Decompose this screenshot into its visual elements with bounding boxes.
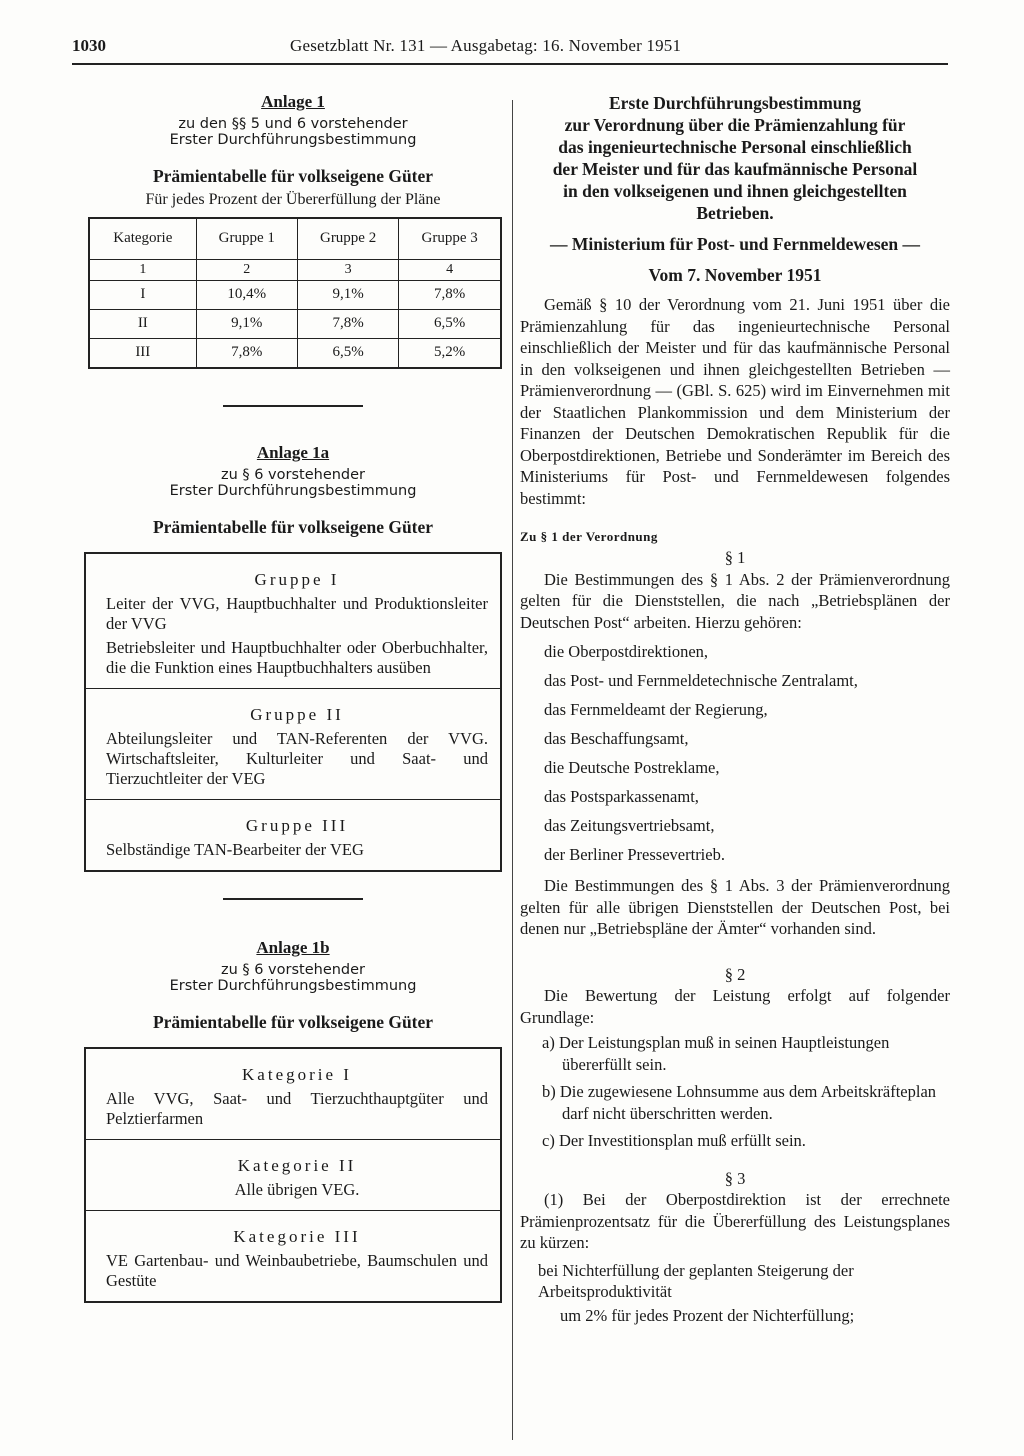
table-header-cell: Gruppe 1 bbox=[196, 218, 297, 260]
group-section bbox=[86, 554, 500, 689]
table-cell: 9,1% bbox=[196, 309, 297, 338]
table-cell: 2 bbox=[196, 259, 297, 280]
office-list bbox=[520, 637, 950, 869]
category-section bbox=[86, 1211, 500, 1301]
table-header-cell: Gruppe 2 bbox=[297, 218, 398, 260]
list-item: c) Der Investitionsplan muß erfüllt sein. bbox=[542, 1131, 806, 1150]
category-section bbox=[86, 1049, 500, 1140]
list-item: das Zeitungsvertriebsamt, bbox=[544, 816, 715, 835]
table-cell: I bbox=[89, 280, 196, 309]
group-text: Leiter der VVG, Hauptbuchhalter und Produktionsleiter der VVG bbox=[106, 593, 488, 633]
anlage1a-subtitle-2: Erster Durchführungsbestimmung bbox=[169, 482, 417, 499]
group-text: Abteilungsleiter und TAN-Referenten der VVG. Wirtschaftsleiter, Kulturleiter und Saat- und Tierzuchtleiter der VEG bbox=[106, 728, 488, 788]
decree-date: Vom 7. November 1951 bbox=[648, 265, 822, 285]
list-item: das Fernmeldeamt der Regierung, bbox=[544, 700, 768, 719]
table-cell: 10,4% bbox=[196, 280, 297, 309]
category-heading: Kategorie II bbox=[237, 1155, 357, 1175]
table-cell: 6,5% bbox=[399, 309, 501, 338]
table-row bbox=[89, 280, 501, 309]
category-text: VE Gartenbau- und Weinbaubetriebe, Baumschulen und Gestüte bbox=[106, 1250, 488, 1290]
table-cell: 7,8% bbox=[196, 338, 297, 368]
table-cell: III bbox=[89, 338, 196, 368]
group-text: Selbständige TAN-Bearbeiter der VEG bbox=[106, 839, 364, 859]
column-divider bbox=[512, 100, 513, 1440]
group-heading: Gruppe III bbox=[245, 815, 349, 835]
decree-title-line: Betrieben. bbox=[696, 203, 774, 223]
table-cell: 9,1% bbox=[297, 280, 398, 309]
decree-title bbox=[520, 92, 950, 224]
table-number-row bbox=[89, 259, 501, 280]
category-heading: Kategorie III bbox=[233, 1226, 361, 1246]
table-cell: 3 bbox=[297, 259, 398, 280]
table-header-cell: Gruppe 3 bbox=[399, 218, 501, 260]
category-text: Alle übrigen VEG. bbox=[234, 1179, 360, 1199]
anlage1-title: Anlage 1 bbox=[261, 92, 325, 111]
table-cell: 7,8% bbox=[399, 280, 501, 309]
decree-title-line: das ingenieurtechnische Personal einschließlich bbox=[558, 137, 912, 157]
anlage1a-subtitle-1: zu § 6 vorstehender bbox=[220, 466, 366, 483]
group-section bbox=[86, 800, 500, 870]
page-title: Gesetzblatt Nr. 131 — Ausgabetag: 16. November 1951 bbox=[290, 36, 682, 55]
group-text: Betriebsleiter und Hauptbuchhalter oder Oberbuchhalter, die die Funktion eines Hauptbuchhalters ausüben bbox=[106, 637, 488, 677]
list-item: das Beschaffungsamt, bbox=[544, 729, 689, 748]
paragraph-number: § 1 bbox=[724, 548, 746, 567]
anlage1-intro: Für jedes Prozent der Übererfüllung der Pläne bbox=[145, 191, 441, 208]
ministry-line: — Ministerium für Post- und Fernmeldewesen — bbox=[549, 234, 921, 254]
table-cell: II bbox=[89, 309, 196, 338]
decree-title-line: Erste Durchführungsbestimmung bbox=[609, 93, 861, 113]
paragraph-text: (1) Bei der Oberpostdirektion ist der errechnete Prämienprozentsatz für die Übererfüllung des Leistungsplanes zu kürzen: bbox=[520, 1190, 950, 1252]
left-column bbox=[78, 92, 508, 1303]
table-cell: 6,5% bbox=[297, 338, 398, 368]
list-item: die Oberpostdirektionen, bbox=[544, 642, 709, 661]
list-item: a) Der Leistungsplan muß in seinen Hauptleistungen übererfüllt sein. bbox=[542, 1033, 890, 1074]
list-item: das Post- und Fernmeldetechnische Zentralamt, bbox=[544, 671, 858, 690]
decree-title-line: der Meister und für das kaufmännische Personal bbox=[552, 159, 918, 179]
table-cell: 4 bbox=[399, 259, 501, 280]
anlage1a-title: Anlage 1a bbox=[256, 442, 330, 462]
anlage1-table bbox=[88, 217, 502, 369]
right-column bbox=[520, 92, 950, 1326]
anlage1-subtitle-1: zu den §§ 5 und 6 vorstehender bbox=[178, 116, 408, 132]
anlage1-subtitle-2: Erster Durchführungsbestimmung bbox=[169, 132, 417, 148]
anlage1b-subtitle-1: zu § 6 vorstehender bbox=[220, 961, 366, 978]
table-cell: 7,8% bbox=[297, 309, 398, 338]
category-heading: Kategorie I bbox=[242, 1064, 352, 1084]
decree-title-line: zur Verordnung über die Prämienzahlung für bbox=[564, 115, 906, 135]
list-item: um 2% für jedes Prozent der Nichterfüllung; bbox=[560, 1305, 855, 1325]
paragraph-number: § 3 bbox=[724, 1168, 746, 1188]
paragraph-text: Die Bewertung der Leistung erfolgt auf folgender Grundlage: bbox=[520, 986, 950, 1027]
list-item: die Deutsche Postreklame, bbox=[544, 758, 720, 777]
header-rule bbox=[72, 63, 948, 65]
anlage1-heading: Prämientabelle für volkseigene Güter bbox=[152, 166, 434, 186]
table-row bbox=[89, 309, 501, 338]
anlage1a-heading: Prämientabelle für volkseigene Güter bbox=[152, 516, 434, 537]
list-item: bei Nichterfüllung der geplanten Steigerung der Arbeitsproduktivität bbox=[538, 1260, 854, 1301]
group-section bbox=[86, 689, 500, 800]
table-row bbox=[89, 338, 501, 368]
paragraph-number: § 2 bbox=[724, 964, 746, 984]
section-label: Zu § 1 der Verordnung bbox=[520, 529, 658, 544]
category-text: Alle VVG, Saat- und Tierzuchthauptgüter und Pelztierfarmen bbox=[106, 1088, 488, 1128]
table-cell: 5,2% bbox=[399, 338, 501, 368]
anlage1b-subtitle-2: Erster Durchführungsbestimmung bbox=[169, 977, 417, 994]
group-heading: Gruppe II bbox=[250, 704, 344, 724]
paragraph-text: Die Bestimmungen des § 1 Abs. 2 der Prämienverordnung gelten für die Dienststellen, die nach „Betriebsplänen der Deutschen Post“ arbeiten. Hierzu gehören: bbox=[520, 569, 950, 632]
page-number: 1030 bbox=[72, 36, 106, 55]
decree-title-line: in den volkseigenen und ihnen gleichgestellten bbox=[563, 181, 907, 201]
intro-paragraph: Gemäß § 10 der Verordnung vom 21. Juni 1951 über die Prämienzahlung für das ingenieurtechnische Personal einschließlich der Meister und für das kaufmännische Personal in den volkseigenen und ihnen gleichgestellten Betrieben — Prämienverordnung — (GBl. S. 625) wird im Einvernehmen mit der Staatlichen Plankommission und dem Ministerium der Finanzen der Deutschen Demokratischen Republik für die Oberpostdirektionen, Betriebe und Sonderämter im Bereich des Ministeriums für Post- und Fernmeldewesen folgendes bestimmt: bbox=[520, 295, 950, 508]
paragraph-text: Die Bestimmungen des § 1 Abs. 3 der Prämienverordnung gelten für alle übrigen Dienststellen der Deutschen Post, bei denen nur „Betriebspläne der Ämter“ vorhanden sind. bbox=[520, 876, 950, 938]
category-section bbox=[86, 1140, 500, 1211]
table-header-row bbox=[89, 218, 501, 260]
group-heading: Gruppe I bbox=[254, 569, 340, 589]
table-cell: 1 bbox=[89, 259, 196, 280]
list-item: der Berliner Pressevertrieb. bbox=[544, 845, 725, 864]
anlage1a-box bbox=[84, 552, 502, 872]
anlage1b-heading: Prämientabelle für volkseigene Güter bbox=[152, 1011, 434, 1032]
anlage1b-title: Anlage 1b bbox=[256, 937, 330, 957]
anlage1b-box bbox=[84, 1047, 502, 1303]
list-item: das Postsparkassenamt, bbox=[544, 787, 699, 806]
table-header-cell: Kategorie bbox=[89, 218, 196, 260]
list-item: b) Die zugewiesene Lohnsumme aus dem Arbeitskräfteplan darf nicht überschritten werden. bbox=[542, 1082, 937, 1123]
